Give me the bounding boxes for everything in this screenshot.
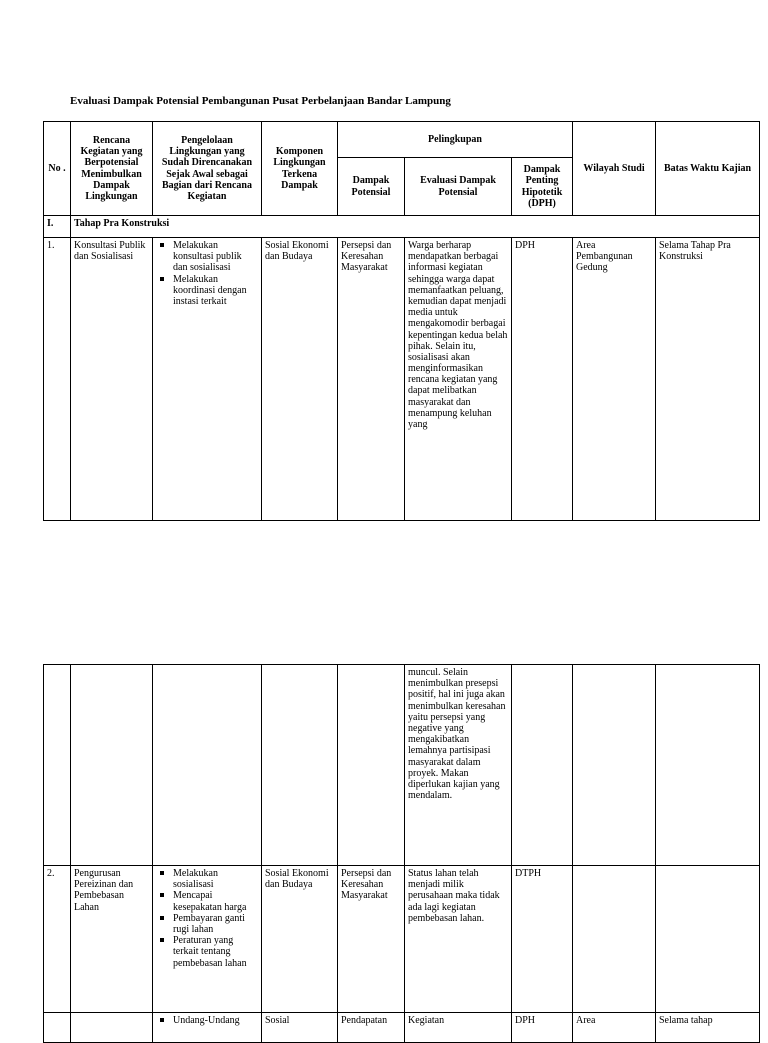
- header-rencana-kegiatan: Rencana Kegiatan yang Berpotensial Menimbulkan Dampak Lingkungan: [71, 122, 153, 216]
- list-item: Pembayaran ganti rugi lahan: [173, 913, 258, 935]
- komponen-cell: [262, 665, 338, 866]
- table-row: [44, 238, 760, 521]
- list-item: Melakukan konsultasi publik dan sosialisasi: [173, 240, 258, 274]
- dampak-cell: Pendapatan: [338, 1013, 405, 1043]
- evaluation-table-page-2: [43, 664, 760, 1043]
- evaluasi-cell: Status lahan telah menjadi milik perusahaan maka tidak ada lagi kegiatan pembebasan lahan.: [405, 866, 512, 1013]
- dph-cell: DPH: [512, 1013, 573, 1043]
- wilayah-cell: Area: [573, 1013, 656, 1043]
- komponen-cell: Sosial: [262, 1013, 338, 1043]
- dampak-cell: Persepsi dan Keresahan Masyarakat: [338, 238, 405, 521]
- header-no: No .: [44, 122, 71, 216]
- header-dph: Dampak Penting Hipotetik (DPH): [512, 158, 573, 216]
- dampak-cell: [338, 665, 405, 866]
- header-batas-waktu: Batas Waktu Kajian: [656, 122, 760, 216]
- table-row: [44, 866, 760, 1013]
- header-komponen-lingkungan: Komponen Lingkungan Terkena Dampak: [262, 122, 338, 216]
- dph-cell: DPH: [512, 238, 573, 521]
- pengelolaan-list: [156, 868, 258, 969]
- batas-cell: Selama Tahap Pra Konstruksi: [656, 238, 760, 521]
- rencana-cell: Pengurusan Pereizinan dan Pembebasan Lahan: [71, 866, 153, 1013]
- row-number: [44, 1013, 71, 1043]
- header-wilayah-studi: Wilayah Studi: [573, 122, 656, 216]
- evaluation-table-page-1: [43, 121, 760, 521]
- pengelolaan-cell: [153, 665, 262, 866]
- pengelolaan-cell: [153, 238, 262, 521]
- document-title: Evaluasi Dampak Potensial Pembangunan Pusat Perbelanjaan Bandar Lampung: [70, 95, 451, 107]
- wilayah-cell: Area Pembangunan Gedung: [573, 238, 656, 521]
- batas-cell: [656, 866, 760, 1013]
- evaluasi-cell: Kegiatan: [405, 1013, 512, 1043]
- header-dampak-potensial: Dampak Potensial: [338, 158, 405, 216]
- pengelolaan-list: [156, 240, 258, 307]
- pengelolaan-cell: [153, 866, 262, 1013]
- rencana-cell: [71, 1013, 153, 1043]
- evaluasi-cell: muncul. Selain menimbulkan presepsi positif, hal ini juga akan menimbulkan keresahan yaitu persepsi yang negative yang mengakibatkan lemahnya partisipasi masyarakat dalam proyek. Makan diperlukan kajian yang mendalam.: [405, 665, 512, 866]
- phase-number: I.: [44, 216, 71, 238]
- header-evaluasi-dampak: Evaluasi Dampak Potensial: [405, 158, 512, 216]
- batas-cell: [656, 665, 760, 866]
- komponen-cell: Sosial Ekonomi dan Budaya: [262, 866, 338, 1013]
- wilayah-cell: [573, 866, 656, 1013]
- list-item: Melakukan koordinasi dengan instasi terkait: [173, 274, 258, 308]
- evaluasi-cell: Warga berharap mendapatkan berbagai informasi kegiatan sehingga warga dapat memanfaatkan peluang, kemudian dapat menjadi media untuk mengakomodir berbagai kepentingan kedua belah pihak. Selain itu, sosialisasi akan menginformasikan rencana kegiatan yang dapat melibatkan masyarakat dan menampung keluhan yang: [405, 238, 512, 521]
- list-item: Mencapai kesepakatan harga: [173, 890, 258, 912]
- rencana-cell: Konsultasi Publik dan Sosialisasi: [71, 238, 153, 521]
- dampak-cell: Persepsi dan Keresahan Masyarakat: [338, 866, 405, 1013]
- batas-cell: Selama tahap: [656, 1013, 760, 1043]
- phase-label: Tahap Pra Konstruksi: [71, 216, 760, 238]
- komponen-cell: Sosial Ekonomi dan Budaya: [262, 238, 338, 521]
- list-item: Peraturan yang terkait tentang pembebasan lahan: [173, 935, 258, 969]
- row-number: 1.: [44, 238, 71, 521]
- row-number: 2.: [44, 866, 71, 1013]
- list-item: Undang-Undang: [173, 1015, 258, 1026]
- row-number: [44, 665, 71, 866]
- wilayah-cell: [573, 665, 656, 866]
- table-row: [44, 665, 760, 866]
- dph-cell: [512, 665, 573, 866]
- header-pengelolaan-lingkungan: Pengelolaan Lingkungan yang Sudah Direncanakan Sejak Awal sebagai Bagian dari Rencana Kegiatan: [153, 122, 262, 216]
- table-row: [44, 1013, 760, 1043]
- list-item: Melakukan sosialisasi: [173, 868, 258, 890]
- pengelolaan-list: [156, 1015, 258, 1026]
- rencana-cell: [71, 665, 153, 866]
- dph-cell: DTPH: [512, 866, 573, 1013]
- pengelolaan-cell: [153, 1013, 262, 1043]
- header-pelingkupan: Pelingkupan: [338, 122, 573, 158]
